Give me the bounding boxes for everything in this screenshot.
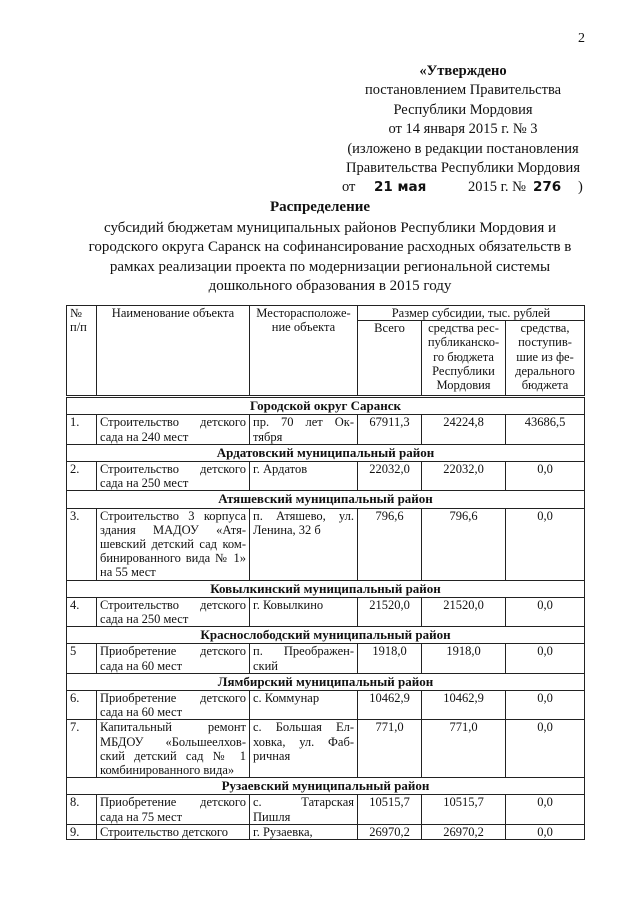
- object-name: Капитальный ремонт МБДОУ «Большеелхов-ский детский сад № 1 комбинированного вида»: [97, 720, 250, 778]
- header-republic: средства рес-публиканско-го бюджета Республики Мордовия: [422, 321, 506, 397]
- page-number: 2: [578, 31, 585, 46]
- table-row: [67, 508, 585, 580]
- subsidy-total: 10515,7: [358, 795, 422, 824]
- approval-line: Правительства Республики Мордовия: [346, 160, 580, 177]
- row-number: 4.: [67, 597, 97, 626]
- region-name: Городской округ Саранск: [67, 397, 585, 415]
- region-row: [67, 444, 585, 461]
- region-row: [67, 778, 585, 795]
- subsidy-total: 67911,3: [358, 415, 422, 444]
- subsidy-republic: 1918,0: [422, 644, 506, 673]
- subsidy-republic: 10462,9: [422, 691, 506, 720]
- row-number: 2.: [67, 462, 97, 491]
- region-name: Ковылкинский муниципальный район: [67, 580, 585, 597]
- object-name: Строительство 3 корпуса здания МАДОУ «Атя-шевский детский сад ком-бинированного вида № 1» на 55 мест: [97, 508, 250, 580]
- subsidy-republic: 771,0: [422, 720, 506, 778]
- object-location: пр. 70 лет Ок-тября: [250, 415, 358, 444]
- header-subsidy: Размер субсидии, тыс. рублей: [358, 306, 585, 321]
- subsidy-federal: 0,0: [506, 597, 585, 626]
- subsidy-republic: 26970,2: [422, 824, 506, 839]
- object-name: Строительство детского сада на 250 мест: [97, 462, 250, 491]
- region-row: [67, 491, 585, 508]
- object-location: п. Атяшево, ул. Ленина, 32 б: [250, 508, 358, 580]
- header-location: Месторасположе-ние объекта: [250, 306, 358, 397]
- object-name: Приобретение детского сада на 60 мест: [97, 691, 250, 720]
- header-federal: средства, поступив-шие из фе-дерального бюджета: [506, 321, 585, 397]
- object-location: г. Ардатов: [250, 462, 358, 491]
- subsidy-federal: 0,0: [506, 691, 585, 720]
- table-row: [67, 644, 585, 673]
- object-location: г. Рузаевка,: [250, 824, 358, 839]
- object-name: Строительство детского: [97, 824, 250, 839]
- subsidy-federal: 43686,5: [506, 415, 585, 444]
- subsidy-republic: 796,6: [422, 508, 506, 580]
- subsidy-total: 796,6: [358, 508, 422, 580]
- table-row: [67, 720, 585, 778]
- object-location: п. Преображен-ский: [250, 644, 358, 673]
- document-subtitle: субсидий бюджетам муниципальных районов Республики Мордовия и городского округа Саранск на софинансирование расходных обязательств в рамках реализации проекта по модернизации региональной системы дошкольного образования в 2015 году: [88, 220, 572, 294]
- region-name: Краснослободский муниципальный район: [67, 627, 585, 644]
- approval-line: от 14 января 2015 г. № 3: [388, 121, 538, 138]
- row-number: 8.: [67, 795, 97, 824]
- header-num: № п/п: [67, 306, 97, 397]
- region-row: [67, 397, 585, 415]
- document-title: Распределение: [269, 199, 371, 215]
- subsidy-total: 26970,2: [358, 824, 422, 839]
- row-number: 6.: [67, 691, 97, 720]
- table-row: [67, 597, 585, 626]
- table-row: [67, 415, 585, 444]
- subsidy-total: 10462,9: [358, 691, 422, 720]
- approval-line: (изложено в редакции постановления: [347, 140, 579, 157]
- table-row: [67, 462, 585, 491]
- table-row: [67, 691, 585, 720]
- approval-line: постановлением Правительства: [364, 82, 562, 99]
- subsidy-total: 22032,0: [358, 462, 422, 491]
- subsidy-federal: 0,0: [506, 824, 585, 839]
- object-name: Приобретение детского сада на 75 мест: [97, 795, 250, 824]
- object-location: г. Ковылкино: [250, 597, 358, 626]
- handwritten-number: 276: [533, 179, 562, 196]
- handwritten-date: 21 мая: [374, 179, 427, 196]
- subsidy-republic: 22032,0: [422, 462, 506, 491]
- subsidy-table: [66, 305, 585, 840]
- row-number: 9.: [67, 824, 97, 839]
- region-name: Ардатовский муниципальный район: [67, 444, 585, 461]
- approval-line: «Утверждено: [419, 63, 507, 79]
- date-year: 2015 г. №: [468, 179, 527, 196]
- object-name: Строительство детского сада на 240 мест: [97, 415, 250, 444]
- region-row: [67, 627, 585, 644]
- region-row: [67, 580, 585, 597]
- subsidy-federal: 0,0: [506, 644, 585, 673]
- row-number: 7.: [67, 720, 97, 778]
- subsidy-federal: 0,0: [506, 720, 585, 778]
- approval-block: [326, 62, 600, 198]
- region-name: Лямбирский муниципальный район: [67, 673, 585, 690]
- object-location: с. Татарская Пишля: [250, 795, 358, 824]
- subsidy-republic: 21520,0: [422, 597, 506, 626]
- date-prefix: от: [342, 179, 356, 196]
- region-row: [67, 673, 585, 690]
- subsidy-total: 1918,0: [358, 644, 422, 673]
- subsidy-federal: 0,0: [506, 508, 585, 580]
- subsidy-republic: 24224,8: [422, 415, 506, 444]
- subsidy-total: 771,0: [358, 720, 422, 778]
- header-name: Наименование объекта: [97, 306, 250, 397]
- approval-date-row: [326, 178, 600, 197]
- object-location: с. Большая Ел-ховка, ул. Фаб-ричная: [250, 720, 358, 778]
- subsidy-federal: 0,0: [506, 795, 585, 824]
- row-number: 3.: [67, 508, 97, 580]
- object-name: Приобретение детского сада на 60 мест: [97, 644, 250, 673]
- region-name: Рузаевский муниципальный район: [67, 778, 585, 795]
- header-total: Всего: [358, 321, 422, 397]
- object-name: Строительство детского сада на 250 мест: [97, 597, 250, 626]
- table-row: [67, 824, 585, 839]
- row-number: 1.: [67, 415, 97, 444]
- object-location: с. Коммунар: [250, 691, 358, 720]
- subsidy-federal: 0,0: [506, 462, 585, 491]
- region-name: Атяшевский муниципальный район: [67, 491, 585, 508]
- subsidy-republic: 10515,7: [422, 795, 506, 824]
- subsidy-total: 21520,0: [358, 597, 422, 626]
- approval-line: Республики Мордовия: [393, 101, 533, 118]
- row-number: 5: [67, 644, 97, 673]
- table-body: [67, 397, 585, 840]
- table-row: [67, 795, 585, 824]
- closing-paren: ): [578, 179, 583, 196]
